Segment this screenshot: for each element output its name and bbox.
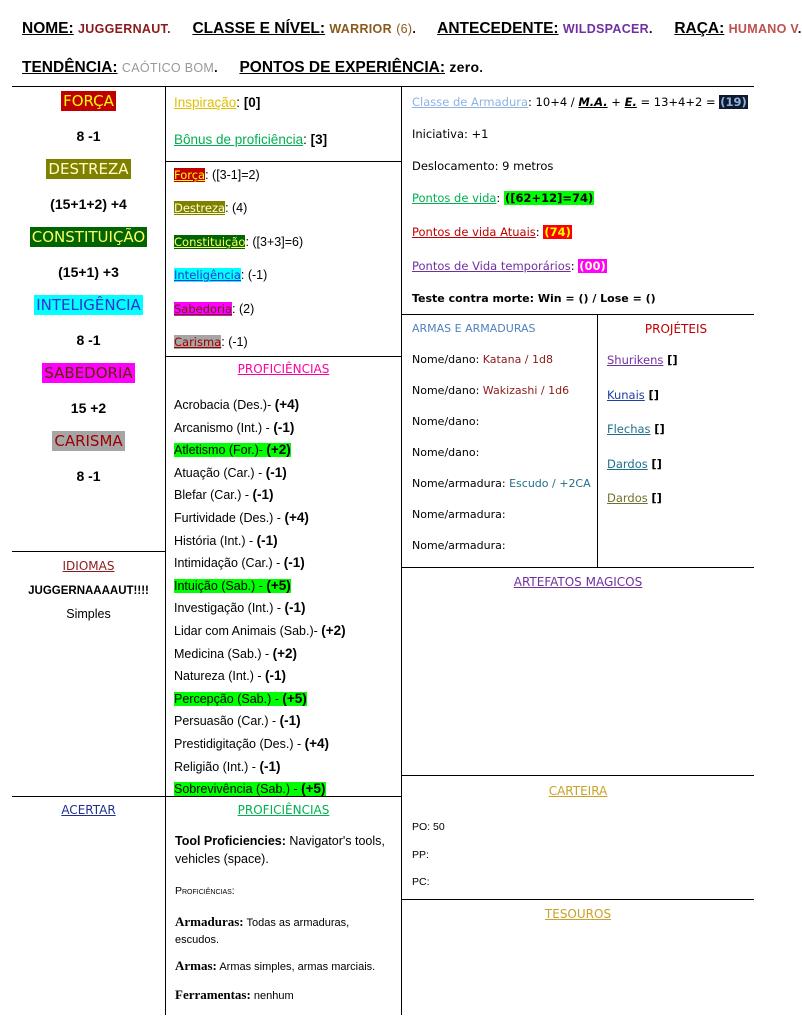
header-line-2: TENDÊNCIA: CAÓTICO BOM. PONTOS DE EXPERIÊNCIA: zero. — [22, 59, 484, 76]
save-name: Carisma — [174, 334, 222, 349]
projetil-name: Dardos — [607, 491, 648, 505]
pv-row: Pontos de vida: ([62+12]=74) — [412, 191, 594, 205]
iniciativa: Iniciativa: +1 — [412, 127, 489, 141]
nome-label: NOME: — [22, 20, 74, 37]
saves-box — [165, 161, 402, 357]
attribute-2 — [12, 227, 165, 282]
attribute-0 — [12, 91, 165, 146]
projetil-count: [] — [667, 353, 678, 367]
skill-row — [174, 665, 346, 688]
raca-label: RAÇA: — [674, 20, 725, 37]
attribute-value: 8 -1 — [76, 128, 101, 144]
xp-value: zero — [449, 59, 480, 75]
deslocamento: Deslocamento: 9 metros — [412, 159, 554, 173]
skill-mod: (+2) — [272, 645, 298, 661]
ca-row — [412, 95, 748, 109]
projeteis-title: PROJÉTEIS — [644, 322, 708, 336]
arma-row — [412, 415, 591, 446]
carteira-list — [412, 814, 445, 897]
artefatos-title: ARTEFATOS MAGICOS — [513, 575, 643, 589]
pvt-label: Pontos de Vida temporários — [412, 259, 571, 273]
projetil-row — [607, 422, 678, 457]
skill-name: História (Int.) - — [174, 533, 254, 548]
skill-name: Sobrevivência (Sab.) - — [174, 782, 298, 797]
ferramentas-label: Ferramentas: — [175, 987, 251, 1002]
tendencia-label: TENDÊNCIA: — [22, 59, 118, 76]
arma-row — [412, 508, 591, 539]
armas-list — [412, 353, 591, 570]
xp-label: PONTOS DE EXPERIÊNCIA: — [239, 59, 445, 76]
projetil-row — [607, 353, 678, 388]
header-line-1: NOME: JUGGERNAUT. CLASSE E NÍVEL: WARRIOR (6). ANTECEDENTE: WILDSPACER. RAÇA: HUMANO V. — [22, 20, 802, 37]
skills-list — [174, 394, 346, 801]
skill-mod: (+4) — [284, 509, 309, 525]
carteira-pc: PC: — [412, 876, 430, 888]
inspiracao-label: Inspiração — [174, 95, 237, 110]
save-value: : ([3-1]=2) — [205, 168, 260, 182]
carteira-box — [401, 775, 754, 900]
skill-mod: (+4) — [304, 735, 329, 751]
attribute-name: CONSTITUIÇÃO — [31, 228, 146, 246]
skill-row — [174, 733, 346, 756]
idiomas-title: IDIOMAS — [62, 559, 115, 573]
tool-value: Navigator's tools, vehicles (space). — [175, 834, 385, 866]
projeteis-list — [607, 353, 678, 526]
skill-mod: (-1) — [265, 668, 287, 684]
bonus-value: [3] — [310, 132, 328, 147]
skill-name: Intuição (Sab.) - — [174, 578, 263, 593]
skill-name: Atletismo (For.)- — [174, 443, 263, 458]
tesouros-box — [401, 899, 754, 1015]
nivel-value: (6) — [396, 22, 413, 36]
saves-list — [174, 168, 303, 368]
attribute-value: 8 -1 — [76, 468, 101, 484]
skill-name: Investigação (Int.) - — [174, 601, 281, 616]
idiomas-box — [12, 551, 166, 797]
ferramentas-value: nenhum — [253, 990, 294, 1002]
ca-label: Classe de Armadura — [412, 95, 529, 109]
skill-row — [174, 575, 346, 598]
projetil-name: Shurikens — [607, 353, 664, 367]
projetil-count: [] — [651, 456, 662, 471]
projetil-row — [607, 491, 678, 526]
raca-value: HUMANO V — [728, 22, 798, 36]
skill-name: Percepção (Sab.) - — [174, 691, 279, 706]
skill-row — [174, 530, 346, 553]
carteira-pp: PP: — [412, 848, 429, 861]
save-name: Inteligência — [174, 268, 241, 283]
carteira-title: CARTEIRA — [548, 784, 608, 798]
skill-mod: (-1) — [284, 600, 306, 616]
ca-value: (19) — [720, 95, 747, 109]
armas-value: Armas simples, armas marciais. — [219, 961, 376, 973]
arma-label: Nome/armadura: — [412, 477, 506, 490]
skill-row — [174, 688, 346, 711]
combat-box — [401, 87, 754, 315]
skill-mod: (-1) — [252, 487, 274, 503]
projeteis-box — [597, 314, 754, 568]
projetil-row — [607, 388, 678, 423]
pva-row: Pontos de vida Atuais: (74) — [412, 225, 571, 239]
character-sheet — [12, 14, 802, 1014]
arma-label: Nome/dano: — [412, 384, 480, 397]
arma-row — [412, 446, 591, 477]
attribute-name: FORÇA — [63, 92, 114, 110]
tool-prof — [175, 832, 395, 868]
save-name: Força — [174, 168, 206, 182]
save-row — [174, 235, 303, 268]
skill-row — [174, 552, 346, 575]
skill-row — [174, 484, 346, 507]
save-value: : (-1) — [240, 268, 268, 283]
attribute-3 — [12, 295, 165, 350]
ca-plus: + — [607, 95, 625, 109]
ca-formula-a: : 10+4 / — [528, 95, 579, 109]
skill-row — [174, 507, 346, 530]
arma-label: Nome/dano: — [412, 353, 480, 366]
nome-value: JUGGERNAUT — [77, 22, 168, 36]
skill-mod: (+5) — [282, 690, 307, 706]
skill-name: Medicina (Sab.) - — [174, 646, 270, 661]
arma-label: Nome/dano: — [412, 415, 480, 428]
idioma-1: JUGGERNAAAAUT!!!! — [28, 585, 149, 597]
skill-row — [174, 417, 346, 440]
skill-name: Prestidigitação (Des.) - — [174, 736, 302, 751]
prof2-subtitle: Proficiências: — [175, 885, 235, 897]
skill-mod: (-1) — [273, 419, 295, 435]
arma-value: Escudo / +2CA — [509, 477, 591, 490]
arma-label: Nome/armadura: — [412, 539, 506, 552]
inspiracao-box — [165, 87, 402, 162]
skill-name: Blefar (Car.) - — [174, 488, 250, 503]
idioma-2: Simples — [66, 607, 111, 621]
armas-box — [401, 314, 598, 568]
arma-value: Wakizashi / 1d6 — [482, 384, 570, 397]
arma-row — [412, 477, 591, 508]
ca-ma: M.A. — [578, 95, 608, 109]
attribute-value: (15+1) +3 — [58, 264, 119, 280]
skill-name: Religião (Int.) - — [174, 759, 256, 774]
ferramentas-row — [175, 987, 294, 1003]
skill-name: Persuasão (Car.) - — [174, 714, 277, 729]
pv-value: ([62+12]=74) — [504, 191, 594, 205]
prof2-title: PROFICIÊNCIAS — [237, 803, 330, 817]
classe-label: CLASSE E NÍVEL: — [192, 20, 326, 37]
skill-name: Arcanismo (Int.) - — [174, 420, 270, 435]
armaduras-row — [175, 913, 395, 949]
attribute-name: SABEDORIA — [44, 364, 133, 382]
arma-row — [412, 384, 591, 415]
skill-mod: (-1) — [265, 464, 287, 480]
save-value: : (2) — [232, 301, 255, 316]
save-value: : ([3+3]=6) — [245, 234, 304, 249]
bonus-row: Bônus de proficiência: [3] — [174, 132, 328, 147]
armaduras-label: Armaduras: — [175, 914, 244, 929]
attribute-list — [12, 87, 165, 486]
ca-e: E. — [624, 95, 637, 109]
skill-name: Furtividade (Des.) - — [174, 510, 281, 525]
tool-label: Tool Proficiencies: — [175, 834, 286, 848]
pvt-row: Pontos de Vida temporários: (00) — [412, 259, 606, 273]
skill-row — [174, 462, 346, 485]
save-value: : (-1) — [221, 334, 248, 349]
prof2-box — [165, 796, 402, 1015]
skill-name: Intimidação (Car.) - — [174, 556, 281, 571]
armas-row — [175, 958, 400, 974]
attribute-name: CARISMA — [54, 432, 123, 450]
save-row — [174, 268, 303, 301]
carteira-po: PO: 50 — [412, 821, 445, 833]
projetil-count: [] — [648, 387, 659, 402]
skill-row — [174, 756, 346, 779]
skill-mod: (+4) — [274, 397, 300, 412]
skill-name: Atuação (Car.) - — [174, 465, 263, 480]
save-name: Destreza — [174, 201, 226, 216]
save-name: Sabedoria — [174, 301, 233, 316]
save-row — [174, 201, 303, 234]
acertar-title: ACERTAR — [61, 803, 116, 817]
antecedente-label: ANTECEDENTE: — [437, 20, 559, 37]
inspiracao-value: [0] — [243, 95, 261, 110]
inspiracao-row: Inspiração: [0] — [174, 95, 261, 110]
tesouros-title: TESOUROS — [544, 907, 612, 921]
skill-row — [174, 439, 346, 462]
attribute-value: (15+1+2) +4 — [50, 196, 127, 212]
arma-value: Katana / 1d8 — [482, 353, 553, 366]
pv-label: Pontos de vida — [412, 191, 497, 205]
artefatos-box — [401, 567, 754, 776]
skill-mod: (+2) — [266, 442, 291, 458]
pva-label: Pontos de vida Atuais — [412, 225, 536, 239]
classe-value: WARRIOR — [329, 22, 392, 36]
header-box — [12, 14, 802, 87]
proficiencias-title: PROFICIÊNCIAS — [237, 362, 330, 376]
armas-title: ARMAS E ARMADURAS — [412, 322, 536, 335]
skill-mod: (-1) — [283, 555, 305, 571]
skill-mod: (-1) — [256, 532, 278, 548]
attribute-name: INTELIGÊNCIA — [36, 296, 141, 314]
attribute-value: 15 +2 — [70, 400, 107, 416]
skill-name: Acrobacia (Des.)- — [174, 398, 272, 412]
attribute-5 — [12, 431, 165, 486]
save-row — [174, 302, 303, 335]
projetil-name: Dardos — [607, 456, 648, 471]
acertar-box — [12, 796, 166, 1015]
arma-row — [412, 353, 591, 384]
attributes-box — [12, 87, 166, 552]
projetil-count: [] — [654, 422, 665, 436]
projetil-name: Flechas — [607, 422, 651, 436]
save-name: Constituição — [174, 234, 246, 249]
skill-mod: (-1) — [259, 758, 281, 774]
tendencia-value: CAÓTICO BOM — [121, 61, 215, 75]
attribute-name: DESTREZA — [48, 160, 129, 178]
skill-row — [174, 394, 346, 417]
pva-value: (74) — [544, 225, 571, 239]
skill-mod: (+5) — [266, 577, 291, 593]
skill-mod: (-1) — [279, 713, 301, 729]
attribute-value: 8 -1 — [76, 332, 101, 348]
skill-mod: (+2) — [321, 622, 346, 638]
skill-row — [174, 643, 346, 666]
skill-row — [174, 597, 346, 620]
proficiencias-box — [165, 356, 402, 797]
ca-formula-b: = 13+4+2 = — [636, 95, 720, 109]
save-row — [174, 168, 303, 201]
attribute-4 — [12, 363, 165, 418]
antecedente-value: WILDSPACER — [562, 22, 649, 36]
projetil-row — [607, 457, 678, 492]
bonus-label: Bônus de proficiência — [174, 132, 304, 147]
projetil-name: Kunais — [607, 387, 645, 402]
armaduras-value: Todas as armaduras, escudos. — [175, 917, 350, 946]
arma-label: Nome/dano: — [412, 446, 480, 459]
arma-label: Nome/armadura: — [412, 508, 506, 521]
skill-row — [174, 710, 346, 733]
arma-row — [412, 539, 591, 570]
armas-label: Armas: — [175, 958, 217, 973]
pvt-value: (00) — [579, 259, 606, 273]
save-value: : (4) — [225, 201, 248, 216]
skill-name: Lidar com Animais (Sab.)- — [174, 623, 318, 638]
attribute-1 — [12, 159, 165, 214]
projetil-count: [] — [651, 491, 662, 505]
skill-name: Natureza (Int.) - — [174, 669, 262, 684]
skill-row — [174, 620, 346, 643]
skill-mod: (+5) — [301, 781, 326, 797]
morte-test: Teste contra morte: Win = () / Lose = () — [412, 292, 656, 305]
